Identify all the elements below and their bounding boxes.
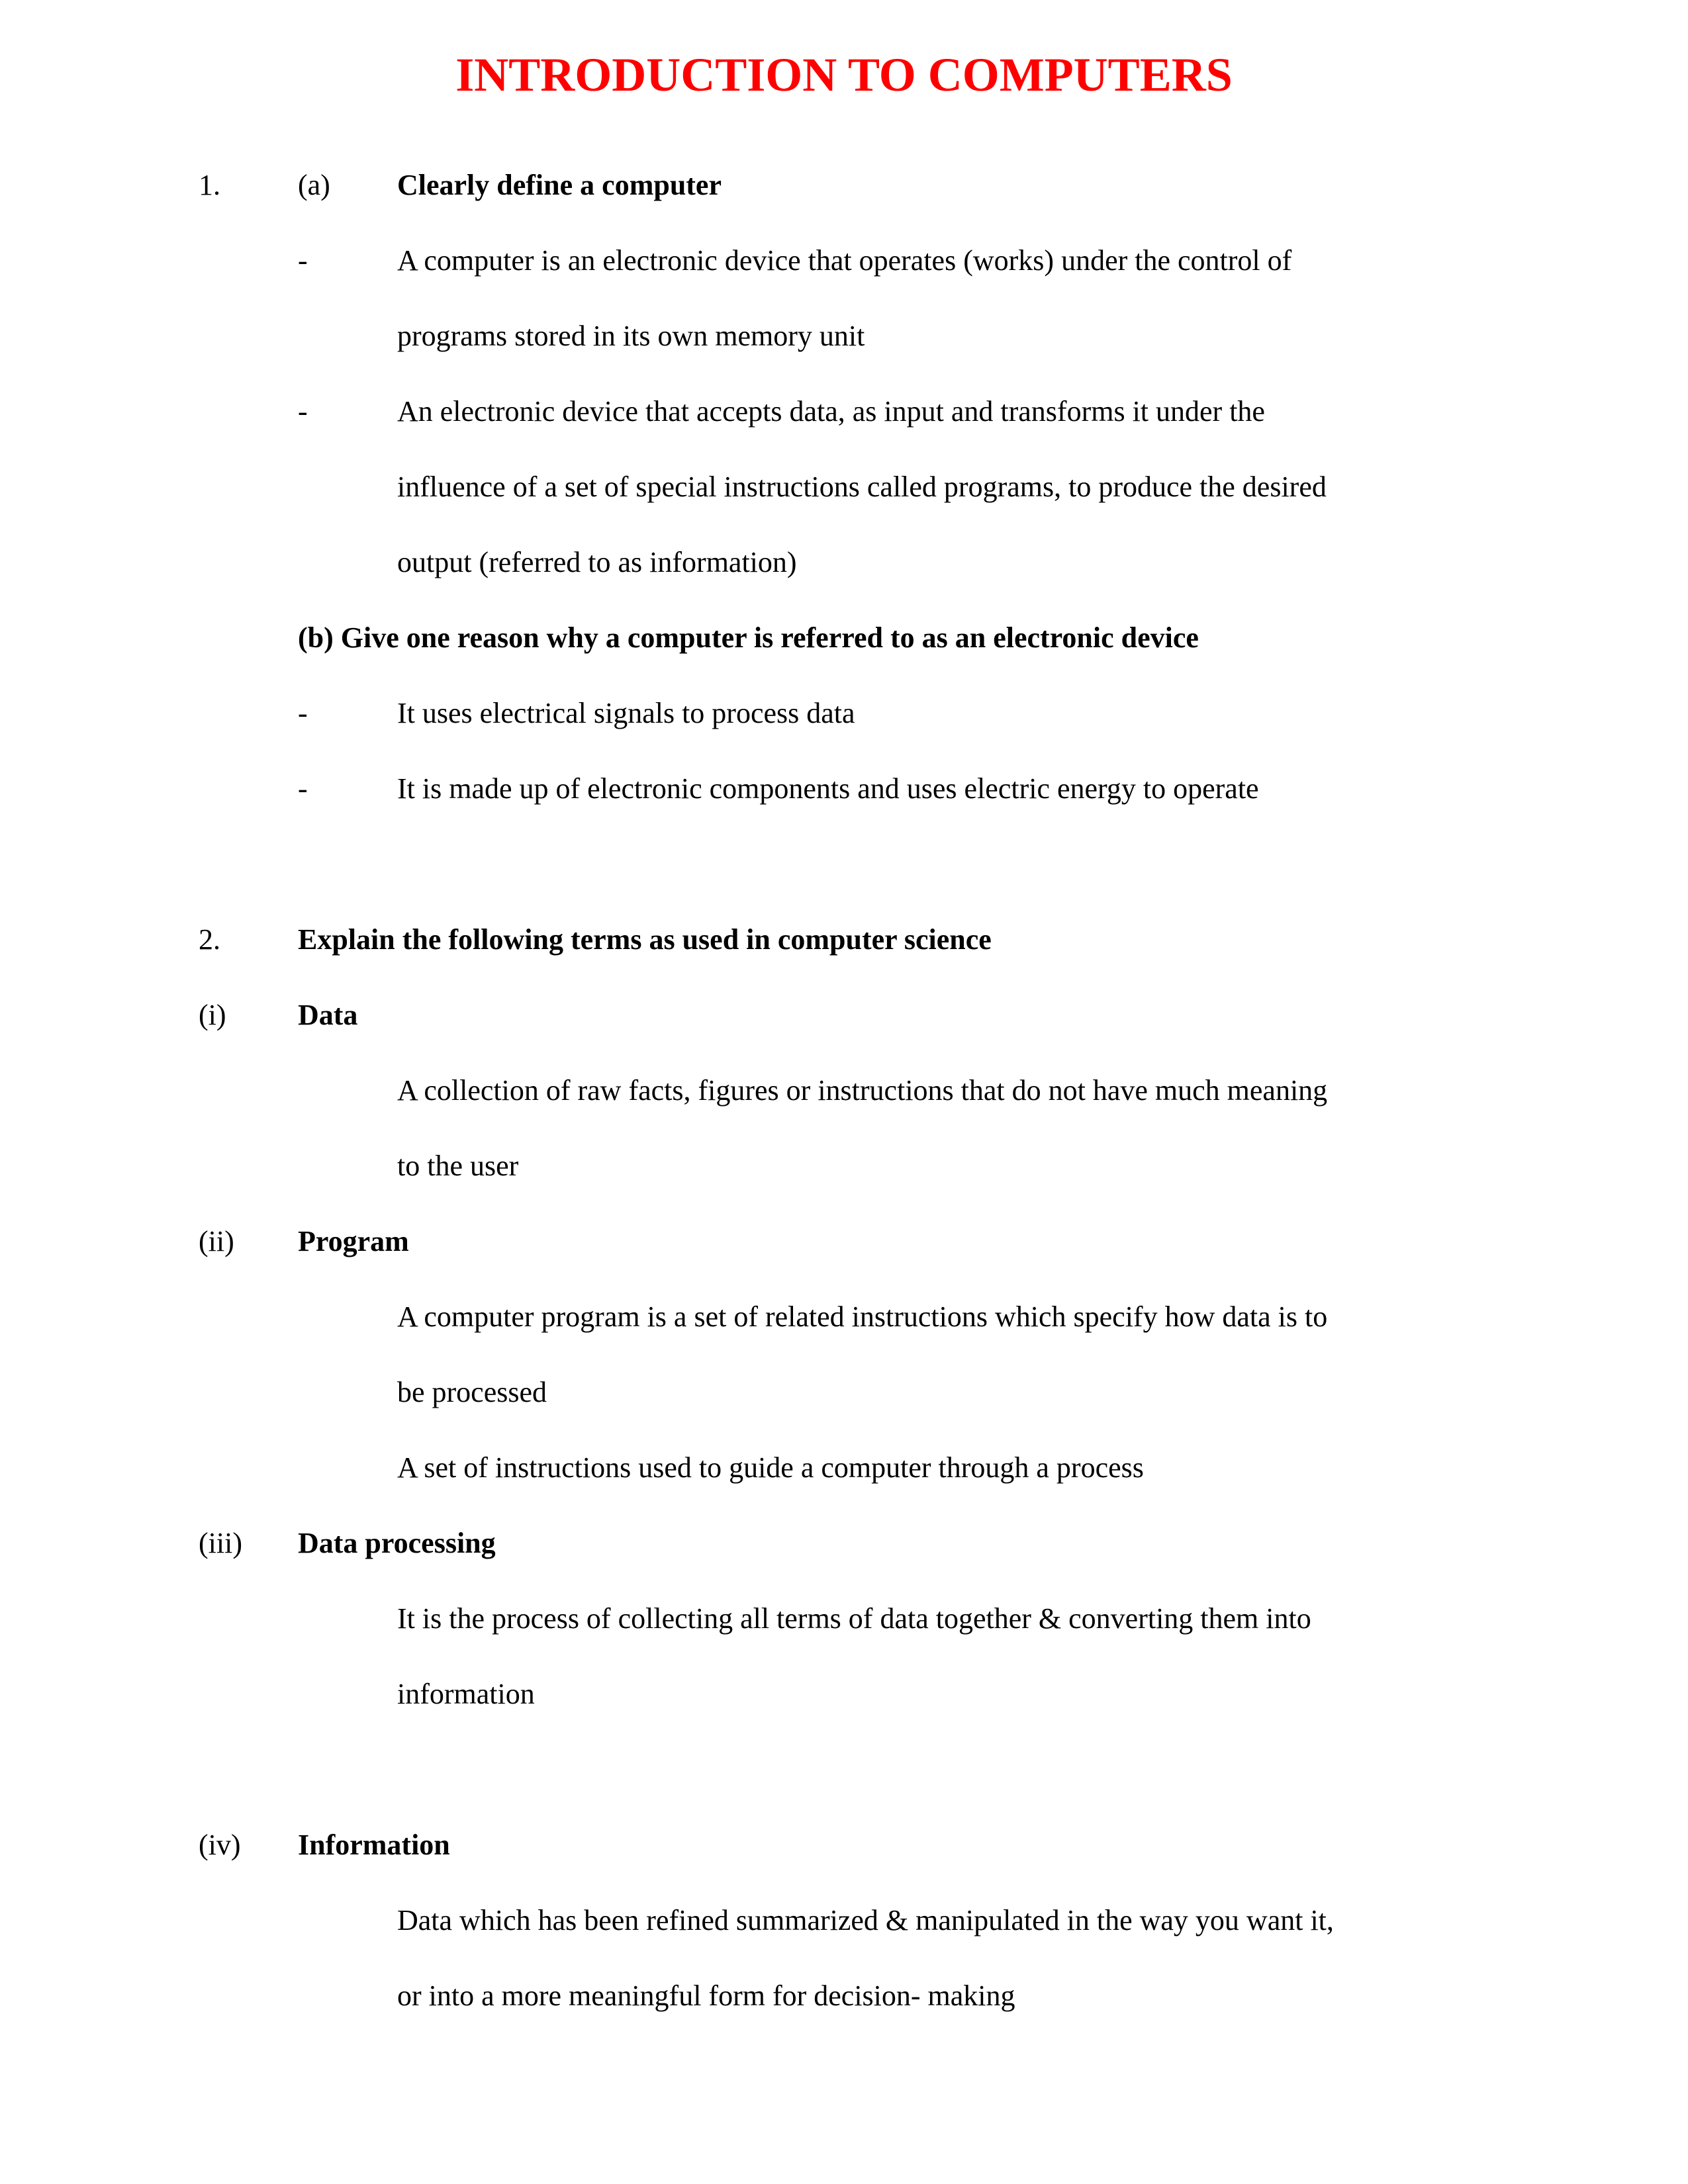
- text-segment: to the user: [397, 1150, 519, 1182]
- text-segment: Data: [298, 999, 358, 1031]
- text-segment: output (referred to as information): [397, 546, 797, 578]
- text-segment: Explain the following terms as used in computer science: [298, 923, 992, 956]
- bullet-dash: -: [298, 395, 308, 428]
- bullet-dash: -: [298, 244, 308, 277]
- text-segment: A computer program is a set of related instructions which specify how data is to: [397, 1300, 1328, 1333]
- text-segment: Data processing: [298, 1527, 496, 1559]
- text-segment: A computer is an electronic device that operates (works) under the control of: [397, 244, 1292, 277]
- text-segment: programs stored in its own memory unit: [397, 320, 865, 352]
- text-segment: A set of instructions used to guide a computer through a process: [397, 1451, 1144, 1484]
- text-segment: information: [397, 1678, 535, 1710]
- text-segment: Clearly define a computer: [397, 169, 722, 201]
- text-segment: Data which has been refined summarized & manipulated in the way you want it,: [397, 1904, 1334, 1936]
- text-segment: (iv): [199, 1829, 241, 1861]
- document-title: INTRODUCTION TO COMPUTERS: [455, 48, 1233, 101]
- text-segment: be processed: [397, 1376, 547, 1408]
- bullet-dash: -: [298, 772, 308, 805]
- text-segment: (ii): [199, 1225, 234, 1257]
- text-segment: An electronic device that accepts data, as input and transforms it under the: [397, 395, 1265, 428]
- text-segment: Information: [298, 1829, 450, 1861]
- bullet-dash: -: [298, 697, 308, 729]
- text-segment: 2.: [199, 923, 220, 956]
- text-segment: Program: [298, 1225, 409, 1257]
- text-segment: A collection of raw facts, figures or instructions that do not have much meaning: [397, 1074, 1328, 1107]
- text-segment: (iii): [199, 1527, 242, 1559]
- text-segment: 1.: [199, 169, 220, 201]
- text-segment: (a): [298, 169, 330, 201]
- text-segment: influence of a set of special instructions called programs, to produce the desired: [397, 471, 1327, 503]
- text-segment: or into a more meaningful form for decision- making: [397, 1979, 1015, 2012]
- text-segment: It is the process of collecting all terms of data together & converting them into: [397, 1602, 1311, 1635]
- text-segment: It is made up of electronic components and uses electric energy to operate: [397, 772, 1259, 805]
- text-segment: It uses electrical signals to process data: [397, 697, 855, 729]
- text-segment: (b) Give one reason why a computer is referred to as an electronic device: [298, 621, 1199, 654]
- text-segment: (i): [199, 999, 226, 1031]
